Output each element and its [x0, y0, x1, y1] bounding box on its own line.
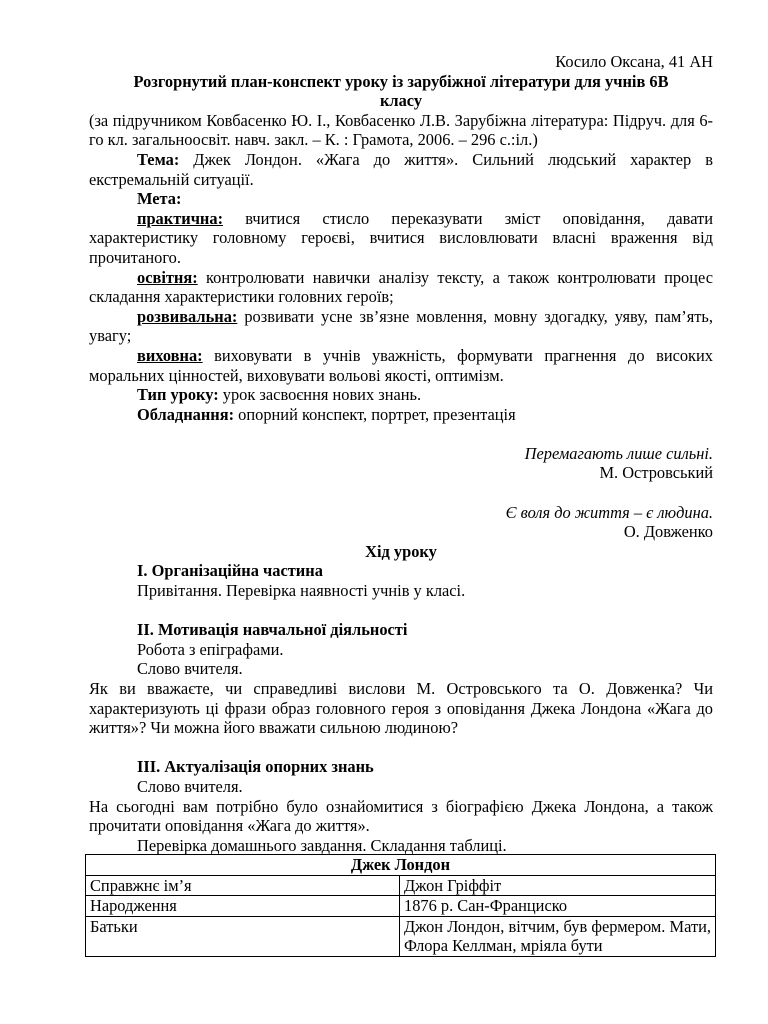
table-cell-label: Народження [86, 896, 400, 917]
table-row [86, 896, 716, 917]
lesson-flow-title: Хід уроку [365, 541, 437, 561]
spacer [89, 601, 713, 621]
goal-heading: Мета: [137, 189, 182, 209]
topic-text: Джек Лондон. «Жага до життя». Сильний людський характер в екстремальній ситуації. [89, 149, 713, 189]
topic-label: Тема: [137, 149, 180, 169]
section-2-title: ІІ. Мотивація навчальної діяльності [137, 620, 408, 640]
equipment-text: опорний конспект, портрет, презентація [234, 404, 516, 424]
lesson-type-text: урок засвоєння нових знань. [218, 385, 422, 405]
table-row [86, 875, 716, 896]
epigraph-1-author: М. Островський [599, 463, 713, 483]
title-line-1: Розгорнутий план-конспект уроку із зарубіжної літератури для учнів 6В [133, 71, 669, 91]
section-3-title: ІІІ. Актуалізація опорних знань [137, 757, 374, 777]
section-3-line-1: Слово вчителя. [137, 776, 243, 796]
lesson-type-label: Тип уроку: [137, 385, 219, 405]
author-line: Косило Оксана, 41 АН [555, 52, 713, 71]
goal-upbringing [89, 346, 713, 385]
biography-table [85, 854, 716, 957]
title-line-2: класу [379, 91, 423, 111]
table-header-row [86, 855, 716, 876]
epigraph-2-quote: Є воля до життя – є людина. [505, 502, 713, 522]
equipment [89, 405, 713, 425]
section-3-line-2: Перевірка домашнього завдання. Складання таблиці. [137, 835, 507, 855]
equipment-label: Обладнання: [137, 404, 235, 424]
goal-practical [89, 209, 713, 268]
goal-developmental-label: розвивальна: [137, 306, 238, 326]
section-2-paragraph: Як ви вважаєте, чи справедливі вислови М. Островського та О. Довженка? Чи характеризують ці фрази образ головного героя з оповідання Джека Лондона «Жага до життя»? Чи можна його вважати сильною людиною? [89, 679, 713, 738]
document-title [89, 72, 713, 111]
goal-practical-label: практична: [137, 208, 224, 228]
table-row [86, 916, 716, 956]
section-3-paragraph: На сьогодні вам потрібно було ознайомитися з біографією Джека Лондона, а також прочитати оповідання «Жага до життя». [89, 796, 713, 836]
section-1-title: І. Організаційна частина [137, 561, 323, 581]
lesson-type [89, 385, 713, 405]
table-cell-value: Джон Гріффіт [400, 875, 716, 896]
goal-educational [89, 268, 713, 307]
section-2-line-1: Робота з епіграфами. [137, 639, 284, 659]
table-cell-label: Батьки [86, 916, 400, 956]
table-cell-value: 1876 р. Сан-Франциско [400, 896, 716, 917]
goal-upbringing-text: виховувати в учнів уважність, формувати прагнення до високих моральних цінностей, виховувати вольові якості, оптимізм. [89, 345, 713, 385]
spacer [89, 424, 713, 444]
section-1-text: Привітання. Перевірка наявності учнів у класі. [137, 581, 466, 601]
table-cell-value: Джон Лондон, вітчим, був фермером. Мати, Флора Келлман, мріяла бути [400, 916, 716, 956]
goal-educational-text: контролювати навички аналізу тексту, а також контролювати процес складання характеристики головних героїв; [89, 267, 713, 307]
spacer [89, 738, 713, 758]
topic-paragraph [89, 150, 713, 189]
goal-educational-label: освітня: [137, 267, 198, 287]
epigraph-1-quote: Перемагають лише сильні. [524, 443, 713, 463]
table-header: Джек Лондон [86, 855, 716, 876]
document-content [89, 52, 713, 855]
table-cell-label: Справжнє ім’я [86, 875, 400, 896]
goal-practical-text: вчитися стисло переказувати зміст оповідання, давати характеристику головному героєві, вчитися висловлювати власні враження від прочитаного. [89, 208, 713, 267]
goal-developmental [89, 307, 713, 346]
spacer [89, 483, 713, 503]
goal-developmental-text: розвивати усне зв’язне мовлення, мовну здогадку, уяву, пам’ять, увагу; [89, 306, 713, 346]
epigraph-2-author: О. Довженко [623, 522, 713, 542]
section-2-line-2: Слово вчителя. [137, 659, 243, 679]
goal-upbringing-label: виховна: [137, 345, 203, 365]
source-reference: (за підручником Ковбасенко Ю. І., Ковбасенко Л.В. Зарубіжна література: Підруч. для 6-го кл. загальноосвіт. навч. закл. – К. : Грамота, 2006. – 296 с.:іл.) [89, 110, 713, 150]
